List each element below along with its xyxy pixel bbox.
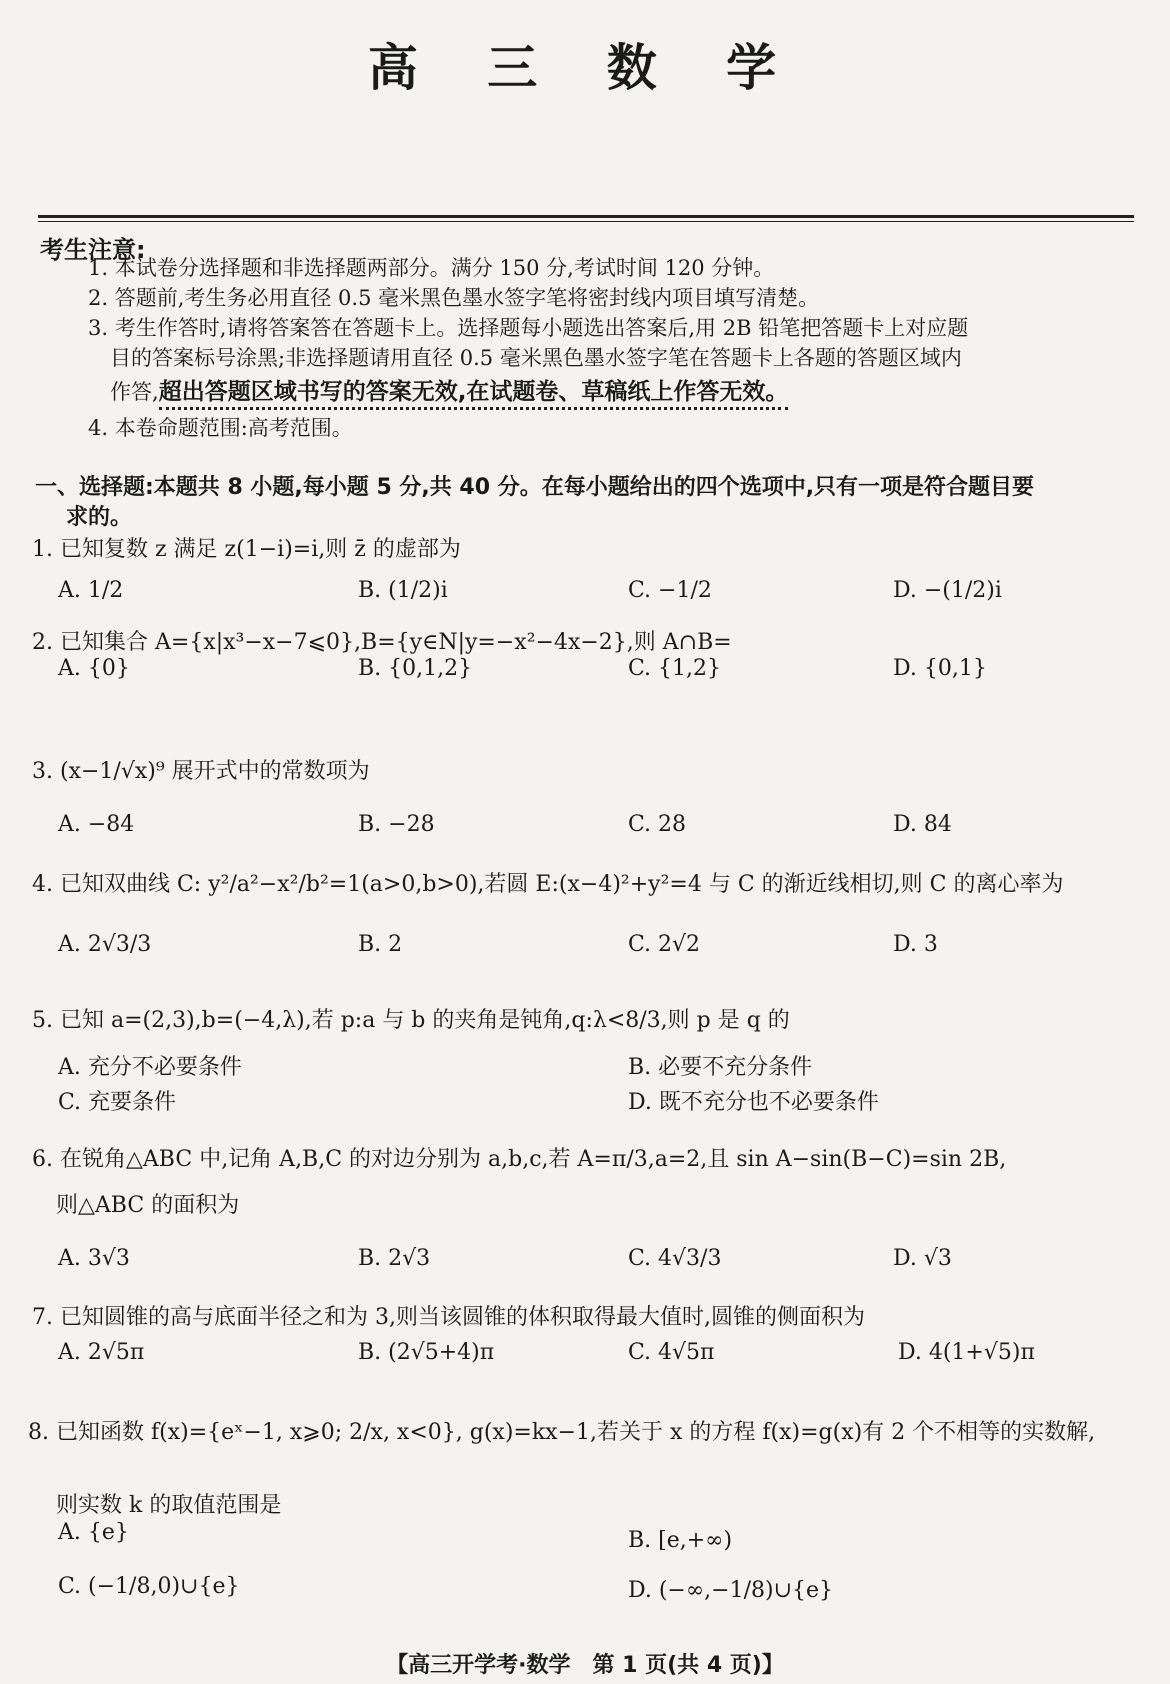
notice-item-2: 2. 答题前,考生务必用直径 0.5 毫米黑色墨水签字笔将密封线内项目填写清楚。 [88, 286, 820, 310]
question-4-stem: 4. 已知双曲线 C: y²/a²−x²/b²=1(a>0,b>0),若圆 E:(x−4)²+y²=4 与 C 的渐近线相切,则 C 的离心率为 [32, 872, 1064, 897]
question-2-option-a: A. {0} [58, 656, 130, 681]
question-2-option-d: D. {0,1} [893, 656, 987, 681]
question-5-option-b: B. 必要不充分条件 [628, 1055, 813, 1080]
question-4-option-b: B. 2 [358, 932, 403, 957]
page-footer: 【高三开学考·数学 第 1 页(共 4 页)】 [386, 1653, 784, 1678]
question-8-option-c: C. (−1/8,0)∪{e} [58, 1574, 240, 1599]
question-7-option-a: A. 2√5π [58, 1340, 145, 1365]
question-1-option-b: B. (1/2)i [358, 578, 448, 603]
question-6-stem-cont: 则△ABC 的面积为 [56, 1193, 240, 1218]
question-7-stem: 7. 已知圆锥的高与底面半径之和为 3,则当该圆锥的体积取得最大值时,圆锥的侧面积为 [32, 1305, 865, 1330]
question-3-option-a: A. −84 [58, 812, 135, 837]
question-3-option-d: D. 84 [893, 812, 952, 837]
notice-item-4: 4. 本卷命题范围:高考范围。 [88, 416, 353, 440]
notice-item-3-cont: 目的答案标号涂黑;非选择题请用直径 0.5 毫米黑色墨水签字笔在答题卡上各题的答题区域内 [110, 346, 962, 370]
question-8-stem-cont: 则实数 k 的取值范围是 [56, 1493, 282, 1518]
question-7-option-d: D. 4(1+√5)π [898, 1340, 1035, 1365]
question-7-option-b: B. (2√5+4)π [358, 1340, 495, 1365]
question-2-option-b: B. {0,1,2} [358, 656, 473, 681]
question-8-stem: 8. 已知函数 f(x)={eˣ−1, x⩾0; 2/x, x<0}, g(x)=kx−1,若关于 x 的方程 f(x)=g(x)有 2 个不相等的实数解, [28, 1420, 1096, 1445]
question-3-stem: 3. (x−1/√x)⁹ 展开式中的常数项为 [32, 759, 370, 784]
question-8-option-d: D. (−∞,−1/8)∪{e} [628, 1578, 834, 1603]
question-5-option-a: A. 充分不必要条件 [58, 1055, 242, 1080]
question-5-option-c: C. 充要条件 [58, 1090, 177, 1115]
question-1-option-d: D. −(1/2)i [893, 578, 1002, 603]
notice-heading: 考生注意: [40, 236, 146, 264]
question-5-stem: 5. 已知 a=(2,3),b=(−4,λ),若 p:a 与 b 的夹角是钝角,q:λ<8/3,则 p 是 q 的 [32, 1008, 790, 1033]
question-6-option-b: B. 2√3 [358, 1246, 431, 1271]
section-heading: 一、选择题:本题共 8 小题,每小题 5 分,共 40 分。在每小题给出的四个选项中,只有一项是符合题目要 [35, 475, 1035, 500]
question-3-option-c: C. 28 [628, 812, 687, 837]
question-1-option-a: A. 1/2 [58, 578, 124, 603]
header-rule [38, 215, 1134, 218]
notice-item-1: 1. 本试卷分选择题和非选择题两部分。满分 150 分,考试时间 120 分钟。 [88, 256, 775, 280]
question-8-option-a: A. {e} [58, 1520, 129, 1545]
question-6-option-a: A. 3√3 [58, 1246, 130, 1271]
question-6-option-d: D. √3 [893, 1246, 952, 1271]
question-5-option-d: D. 既不充分也不必要条件 [628, 1090, 879, 1115]
question-7-option-c: C. 4√5π [628, 1340, 715, 1365]
question-2-option-c: C. {1,2} [628, 656, 722, 681]
notice-item-3-cont2 [110, 373, 788, 406]
question-6-stem: 6. 在锐角△ABC 中,记角 A,B,C 的对边分别为 a,b,c,若 A=π/3,a=2,且 sin A−sin(B−C)=sin 2B, [32, 1147, 1007, 1172]
notice-emphasis: 超出答题区域书写的答案无效,在试题卷、草稿纸上作答无效。 [159, 379, 789, 410]
question-4-option-d: D. 3 [893, 932, 938, 957]
notice-item-3: 3. 考生作答时,请将答案答在答题卡上。选择题每小题选出答案后,用 2B 铅笔把答题卡上对应题 [88, 316, 969, 340]
page-title: 高 三 数 学 [367, 38, 803, 97]
header-rule-thin [38, 221, 1134, 222]
question-6-option-c: C. 4√3/3 [628, 1246, 722, 1271]
notice-item-3-prefix: 作答, [110, 380, 159, 404]
question-2-stem: 2. 已知集合 A={x|x³−x−7⩽0},B={y∈N|y=−x²−4x−2},则 A∩B= [32, 630, 732, 655]
question-4-option-c: C. 2√2 [628, 932, 701, 957]
question-4-option-a: A. 2√3/3 [58, 932, 152, 957]
question-1-option-c: C. −1/2 [628, 578, 712, 603]
question-8-option-b: B. [e,+∞) [628, 1528, 733, 1553]
section-heading-cont: 求的。 [66, 505, 133, 530]
question-1-stem: 1. 已知复数 z 满足 z(1−i)=i,则 z̄ 的虚部为 [32, 537, 461, 562]
question-3-option-b: B. −28 [358, 812, 435, 837]
